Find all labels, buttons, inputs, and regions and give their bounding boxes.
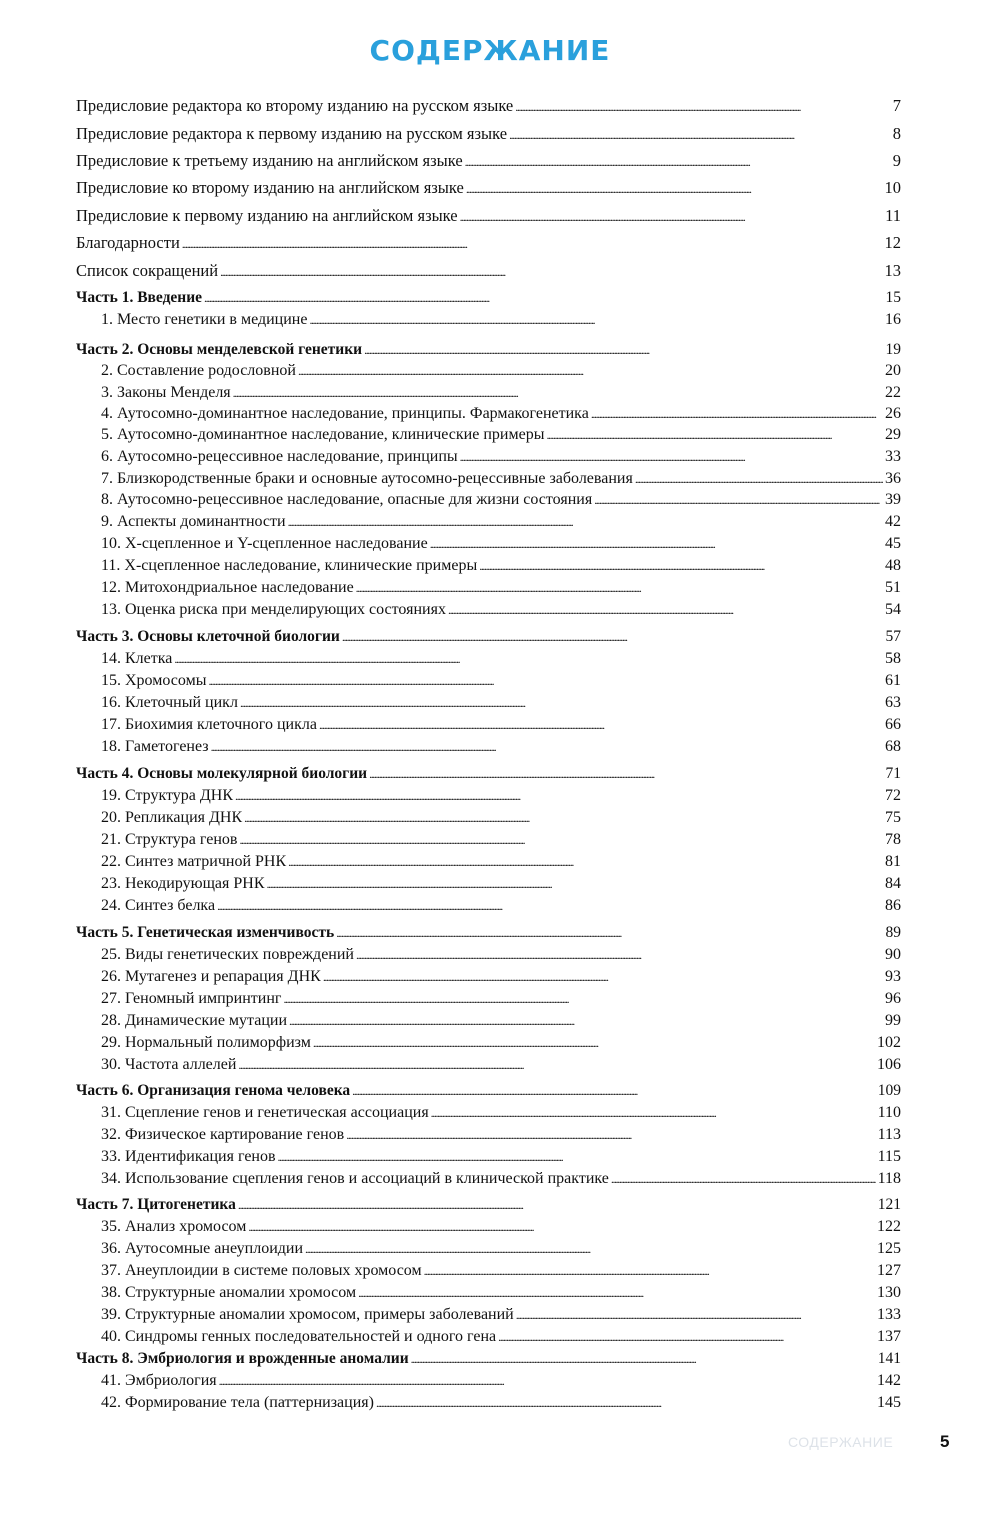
toc-chapter-entry xyxy=(76,600,901,620)
dot-leader xyxy=(298,361,883,381)
toc-entry-page: 8 xyxy=(892,124,901,143)
toc-entry-label: 34. Использование сцепления генов и ассоциаций в клинической практике xyxy=(101,1170,609,1187)
toc-entry-page: 127 xyxy=(877,1262,901,1279)
dot-leader xyxy=(174,649,883,669)
toc-entry-page: 16 xyxy=(885,311,901,328)
toc-entry-label: 6. Аутосомно-рецессивное наследование, принципы xyxy=(101,448,458,465)
toc-part-heading xyxy=(76,1349,901,1369)
toc-chapter-entry xyxy=(76,649,901,669)
toc-entry-page: 10 xyxy=(884,178,901,197)
toc-entry-label: 27. Геномный импринтинг xyxy=(101,990,282,1007)
dot-leader xyxy=(430,534,883,554)
toc-entry-page: 113 xyxy=(877,1126,901,1143)
dot-leader xyxy=(411,1349,876,1369)
toc-entry-label: Предисловие к третьему изданию на английском языке xyxy=(76,151,463,170)
dot-leader xyxy=(313,1033,875,1053)
toc-front-matter-entry xyxy=(76,96,901,117)
toc-part-heading xyxy=(76,1195,901,1215)
toc-chapter-entry xyxy=(76,896,901,916)
toc-chapter-entry xyxy=(76,578,901,598)
toc-chapter-entry xyxy=(76,715,901,735)
toc-entry-label: Благодарности xyxy=(76,233,180,252)
toc-entry-page: 145 xyxy=(877,1394,901,1411)
toc-entry-label: 11. Х-сцепленное наследование, клинические примеры xyxy=(101,557,478,574)
toc-entry-page: 19 xyxy=(885,341,901,358)
toc-entry-label: 36. Аутосомные анеуплоидии xyxy=(101,1240,304,1257)
toc-chapter-entry xyxy=(76,737,901,757)
toc-entry-page: 72 xyxy=(885,787,901,804)
toc-part-heading xyxy=(76,340,901,360)
dot-leader xyxy=(219,1371,875,1391)
toc-chapter-entry xyxy=(76,1169,901,1189)
dot-leader xyxy=(182,233,883,254)
dot-leader xyxy=(211,737,883,757)
toc-entry-label: 16. Клеточный цикл xyxy=(101,694,238,711)
toc-chapter-entry xyxy=(76,989,901,1009)
toc-entry-label: 8. Аутосомно-рецессивное наследование, опасные для жизни состояния xyxy=(101,491,593,508)
toc-front-matter-entry xyxy=(76,233,901,254)
dot-leader xyxy=(448,600,883,620)
dot-leader xyxy=(238,1055,875,1075)
dot-leader xyxy=(217,896,883,916)
dot-leader xyxy=(319,715,883,735)
dot-leader xyxy=(424,1261,875,1281)
toc-entry-page: 58 xyxy=(885,650,901,667)
toc-entry-page: 13 xyxy=(884,261,901,280)
toc-chapter-entry xyxy=(76,693,901,713)
dot-leader xyxy=(288,852,883,872)
dot-leader xyxy=(309,310,883,330)
dot-leader xyxy=(342,627,884,647)
toc-entry-label: 20. Репликация ДНК xyxy=(101,809,243,826)
toc-entry-page: 33 xyxy=(885,448,901,465)
toc-entry-page: 121 xyxy=(877,1196,901,1213)
toc-chapter-entry xyxy=(76,1393,901,1413)
toc-entry-page: 115 xyxy=(877,1148,901,1165)
toc-chapter-entry xyxy=(76,1011,901,1031)
toc-entry-label: Часть 5. Генетическая изменчивость xyxy=(76,924,335,941)
toc-entry-label: 3. Законы Менделя xyxy=(101,384,231,401)
toc-chapter-entry xyxy=(76,1103,901,1123)
running-footer-label: СОДЕРЖАНИЕ xyxy=(788,1434,894,1450)
dot-leader xyxy=(364,340,883,360)
toc-entry-label: 35. Анализ хромосом xyxy=(101,1218,247,1235)
dot-leader xyxy=(369,764,883,784)
toc-entry-label: 30. Частота аллелей xyxy=(101,1056,237,1073)
toc-entry-page: 20 xyxy=(885,362,901,379)
toc-chapter-entry xyxy=(76,512,901,532)
toc-entry-page: 22 xyxy=(885,384,901,401)
toc-chapter-entry xyxy=(76,447,901,467)
toc-front-matter-entry xyxy=(76,178,901,199)
toc-chapter-entry xyxy=(76,1239,901,1259)
dot-leader xyxy=(479,556,883,576)
dot-leader xyxy=(352,1081,876,1101)
toc-entry-page: 12 xyxy=(884,233,901,252)
dot-leader xyxy=(323,967,883,987)
dot-leader xyxy=(240,693,883,713)
toc-entry-label: 42. Формирование тела (паттернизация) xyxy=(101,1394,374,1411)
toc-entry-page: 130 xyxy=(877,1284,901,1301)
toc-entry-label: Предисловие редактора ко второму изданию на русском языке xyxy=(76,96,514,115)
toc-entry-label: 1. Место генетики в медицине xyxy=(101,311,308,328)
toc-entry-page: 51 xyxy=(885,579,901,596)
toc-entry-label: 21. Структура генов xyxy=(101,831,238,848)
toc-entry-page: 48 xyxy=(885,557,901,574)
toc-entry-page: 54 xyxy=(885,601,901,618)
dot-leader xyxy=(356,578,883,598)
toc-part-heading xyxy=(76,923,901,943)
toc-part-heading xyxy=(76,627,901,647)
toc-entry-page: 26 xyxy=(885,405,901,422)
dot-leader xyxy=(431,1103,876,1123)
toc-entry-label: Часть 3. Основы клеточной биологии xyxy=(76,628,340,645)
toc-part-heading xyxy=(76,1081,901,1101)
toc-entry-label: 19. Структура ДНК xyxy=(101,787,234,804)
toc-entry-page: 68 xyxy=(885,738,901,755)
toc-entry-page: 141 xyxy=(877,1350,901,1367)
dot-leader xyxy=(283,989,883,1009)
toc-entry-label: 25. Виды генетических повреждений xyxy=(101,946,354,963)
toc-entry-label: Часть 6. Организация генома человека xyxy=(76,1082,351,1099)
toc-chapter-entry xyxy=(76,361,901,381)
dot-leader xyxy=(594,490,883,510)
dot-leader xyxy=(460,206,883,227)
toc-entry-page: 122 xyxy=(877,1218,901,1235)
toc-entry-label: 31. Сцепление генов и генетическая ассоциация xyxy=(101,1104,429,1121)
toc-entry-page: 57 xyxy=(885,628,901,645)
toc-chapter-entry xyxy=(76,1305,901,1325)
dot-leader xyxy=(611,1169,876,1189)
toc-chapter-entry xyxy=(76,490,901,510)
dot-leader xyxy=(248,1217,875,1237)
toc-part-heading xyxy=(76,288,901,308)
toc-chapter-entry xyxy=(76,1327,901,1347)
dot-leader xyxy=(288,512,883,532)
toc-entry-page: 86 xyxy=(885,897,901,914)
toc-chapter-entry xyxy=(76,1147,901,1167)
toc-chapter-entry xyxy=(76,874,901,894)
toc-entry-label: 38. Структурные аномалии хромосом xyxy=(101,1284,357,1301)
toc-chapter-entry xyxy=(76,671,901,691)
toc-entry-page: 89 xyxy=(885,924,901,941)
dot-leader xyxy=(305,1239,875,1259)
toc-entry-page: 118 xyxy=(877,1170,901,1187)
toc-entry-page: 66 xyxy=(885,716,901,733)
toc-entry-label: 33. Идентификация генов xyxy=(101,1148,276,1165)
dot-leader xyxy=(516,1305,875,1325)
toc-entry-label: Часть 7. Цитогенетика xyxy=(76,1196,236,1213)
toc-chapter-entry xyxy=(76,1261,901,1281)
toc-entry-page: 84 xyxy=(885,875,901,892)
toc-entry-label: Часть 8. Эмбриология и врожденные аномалии xyxy=(76,1350,409,1367)
toc-entry-label: 13. Оценка риска при менделирующих состояниях xyxy=(101,601,446,618)
dot-leader xyxy=(546,425,883,445)
toc-entry-label: 29. Нормальный полиморфизм xyxy=(101,1034,311,1051)
toc-entry-page: 39 xyxy=(885,491,901,508)
toc-entry-page: 36 xyxy=(885,470,901,487)
toc-chapter-entry xyxy=(76,1217,901,1237)
toc-entry-label: 14. Клетка xyxy=(101,650,173,667)
toc-front-matter-entry xyxy=(76,151,901,172)
toc-entry-label: 39. Структурные аномалии хромосом, примеры заболеваний xyxy=(101,1306,514,1323)
toc-chapter-entry xyxy=(76,830,901,850)
toc-entry-page: 137 xyxy=(877,1328,901,1345)
toc-chapter-entry xyxy=(76,469,901,489)
toc-entry-label: 5. Аутосомно-доминантное наследование, клинические примеры xyxy=(101,426,545,443)
toc-entry-label: Предисловие редактора к первому изданию на русском языке xyxy=(76,124,508,143)
toc-chapter-entry xyxy=(76,852,901,872)
dot-leader xyxy=(233,383,883,403)
toc-entry-label: 40. Синдромы генных последовательностей и одного гена xyxy=(101,1328,497,1345)
toc-entry-page: 93 xyxy=(885,968,901,985)
toc-entry-label: 41. Эмбриология xyxy=(101,1372,217,1389)
toc-entry-page: 90 xyxy=(885,946,901,963)
dot-leader xyxy=(244,808,883,828)
dot-leader xyxy=(515,96,890,117)
toc-entry-page: 42 xyxy=(885,513,901,530)
toc-entry-label: Список сокращений xyxy=(76,261,219,280)
toc-entry-page: 63 xyxy=(885,694,901,711)
dot-leader xyxy=(204,288,883,308)
dot-leader xyxy=(358,1283,875,1303)
dot-leader xyxy=(208,671,883,691)
toc-entry-page: 142 xyxy=(877,1372,901,1389)
toc-entry-label: 10. Х-сцепленное и Y-сцепленное наследование xyxy=(101,535,428,552)
toc-front-matter-entry xyxy=(76,206,901,227)
dot-leader xyxy=(278,1147,876,1167)
dot-leader xyxy=(220,261,882,282)
toc-chapter-entry xyxy=(76,1371,901,1391)
toc-entry-label: 4. Аутосомно-доминантное наследование, принципы. Фармакогенетика xyxy=(101,405,589,422)
dot-leader xyxy=(356,945,883,965)
toc-chapter-entry xyxy=(76,967,901,987)
dot-leader xyxy=(466,178,883,199)
toc-entry-page: 99 xyxy=(885,1012,901,1029)
toc-entry-page: 45 xyxy=(885,535,901,552)
toc-entry-label: 7. Близкородственные браки и основные аутосомно-рецессивные заболевания xyxy=(101,470,633,487)
toc-part-heading xyxy=(76,764,901,784)
toc-entry-label: 26. Мутагенез и репарация ДНК xyxy=(101,968,321,985)
toc-chapter-entry xyxy=(76,425,901,445)
toc-entry-page: 102 xyxy=(877,1034,901,1051)
toc-entry-page: 78 xyxy=(885,831,901,848)
toc-chapter-entry xyxy=(76,383,901,403)
toc-chapter-entry xyxy=(76,808,901,828)
dot-leader xyxy=(635,469,883,489)
toc-entry-label: 23. Некодирующая РНК xyxy=(101,875,265,892)
dot-leader xyxy=(346,1125,875,1145)
toc-entry-label: 24. Синтез белка xyxy=(101,897,216,914)
dot-leader xyxy=(235,786,883,806)
toc-entry-label: 28. Динамические мутации xyxy=(101,1012,288,1029)
toc-entry-label: Часть 2. Основы менделевской генетики xyxy=(76,341,363,358)
toc-entry-label: 37. Анеуплоидии в системе половых хромосом xyxy=(101,1262,422,1279)
toc-entry-label: 9. Аспекты доминантности xyxy=(101,513,286,530)
toc-entry-page: 81 xyxy=(885,853,901,870)
dot-leader xyxy=(509,124,891,145)
dot-leader xyxy=(460,447,883,467)
toc-chapter-entry xyxy=(76,1055,901,1075)
toc-entry-page: 133 xyxy=(877,1306,901,1323)
toc-chapter-entry xyxy=(76,310,901,330)
dot-leader xyxy=(289,1011,883,1031)
dot-leader xyxy=(376,1393,875,1413)
toc-entry-label: 2. Составление родословной xyxy=(101,362,296,379)
toc-front-matter-entry xyxy=(76,124,901,145)
dot-leader xyxy=(591,404,883,424)
dot-leader xyxy=(239,830,883,850)
toc-entry-label: 17. Биохимия клеточного цикла xyxy=(101,716,317,733)
toc-entry-label: 18. Гаметогенез xyxy=(101,738,209,755)
toc-entry-page: 61 xyxy=(885,672,901,689)
toc-chapter-entry xyxy=(76,1033,901,1053)
toc-chapter-entry xyxy=(76,534,901,554)
toc-entry-page: 110 xyxy=(877,1104,901,1121)
toc-chapter-entry xyxy=(76,404,901,424)
page-number: 5 xyxy=(940,1432,950,1451)
dot-leader xyxy=(465,151,891,172)
toc-entry-label: 32. Физическое картирование генов xyxy=(101,1126,345,1143)
toc-entry-label: Часть 1. Введение xyxy=(76,289,203,306)
toc-entry-page: 11 xyxy=(885,206,901,225)
dot-leader xyxy=(238,1195,876,1215)
toc-entry-page: 125 xyxy=(877,1240,901,1257)
toc-entry-label: 15. Хромосомы xyxy=(101,672,207,689)
toc-entry-label: Предисловие ко второму изданию на английском языке xyxy=(76,178,464,197)
toc-chapter-entry xyxy=(76,556,901,576)
toc-chapter-entry xyxy=(76,1125,901,1145)
toc-entry-label: 22. Синтез матричной РНК xyxy=(101,853,287,870)
toc-entry-page: 7 xyxy=(892,96,901,115)
toc-entry-page: 106 xyxy=(877,1056,901,1073)
toc-entry-page: 15 xyxy=(885,289,901,306)
toc-chapter-entry xyxy=(76,786,901,806)
dot-leader xyxy=(336,923,883,943)
toc-front-matter-entry xyxy=(76,261,901,282)
toc-chapter-entry xyxy=(76,1283,901,1303)
page-title: СОДЕРЖАНИЕ xyxy=(369,34,611,67)
toc-entry-page: 75 xyxy=(885,809,901,826)
dot-leader xyxy=(498,1327,875,1347)
toc-entry-page: 9 xyxy=(892,151,901,170)
toc-entry-label: 12. Митохондриальное наследование xyxy=(101,579,354,596)
toc-entry-page: 109 xyxy=(877,1082,901,1099)
toc-chapter-entry xyxy=(76,945,901,965)
toc-entry-page: 71 xyxy=(885,765,901,782)
toc-entry-label: Часть 4. Основы молекулярной биологии xyxy=(76,765,368,782)
dot-leader xyxy=(267,874,883,894)
toc-entry-page: 29 xyxy=(885,426,901,443)
toc-entry-page: 96 xyxy=(885,990,901,1007)
toc-entry-label: Предисловие к первому изданию на английском языке xyxy=(76,206,458,225)
